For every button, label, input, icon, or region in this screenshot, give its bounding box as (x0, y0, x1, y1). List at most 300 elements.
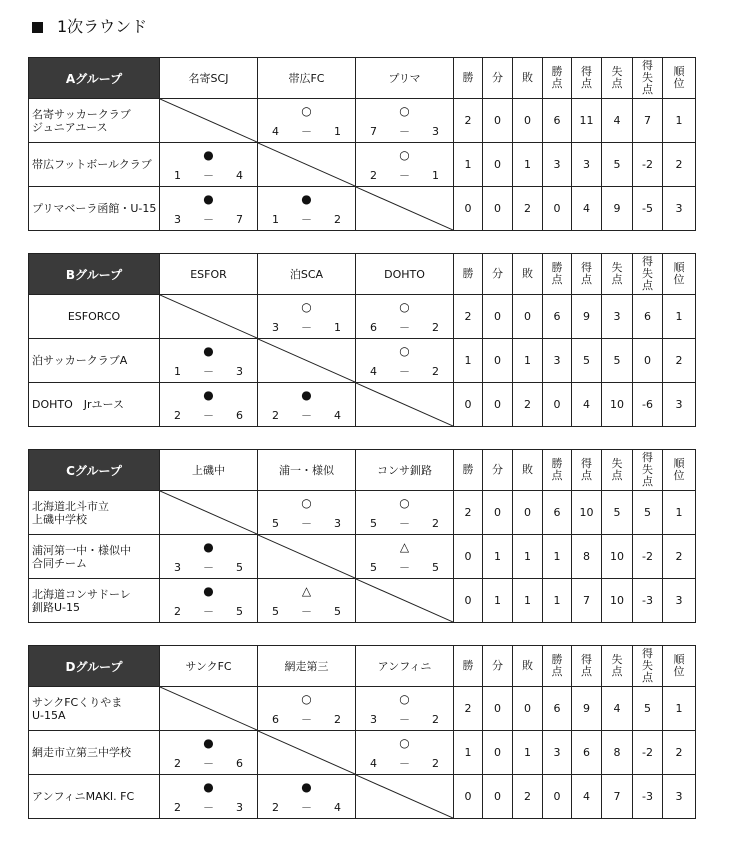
score-for: 7 (370, 125, 377, 138)
stat-rank: 2 (663, 535, 696, 579)
stat-ga: 5 (602, 491, 633, 535)
score-dash: － (203, 801, 214, 814)
stat-header-rank: 順 位 (663, 450, 696, 491)
self-match-cell (160, 295, 258, 339)
score-for: 3 (174, 561, 181, 574)
win-circle-icon: ○ (399, 104, 410, 118)
score-for: 2 (272, 409, 279, 422)
win-circle-icon: ○ (399, 300, 410, 314)
score-against: 6 (236, 757, 243, 770)
score-dash: － (399, 517, 410, 530)
score-against: 2 (432, 713, 439, 726)
stat-rank: 1 (663, 295, 696, 339)
stat-header-rank: 順 位 (663, 58, 696, 99)
opponent-header: 泊SCA (258, 254, 356, 295)
score-against: 2 (432, 365, 439, 378)
opponent-header: 網走第三 (258, 646, 356, 687)
stat-gd: -6 (633, 383, 663, 427)
stat-rank: 1 (663, 99, 696, 143)
score-dash: － (203, 213, 214, 226)
win-circle-icon: ○ (399, 736, 410, 750)
score-against: 4 (236, 169, 243, 182)
score-against: 2 (432, 757, 439, 770)
group-name: Aグループ (29, 58, 160, 99)
match-result (160, 731, 258, 775)
team-row (29, 339, 696, 383)
score-for: 3 (272, 321, 279, 334)
group-name: Dグループ (29, 646, 160, 687)
score-for: 6 (370, 321, 377, 334)
stat-header-gd: 得 失 点 (633, 58, 663, 99)
draw-triangle-icon: △ (301, 584, 312, 598)
team-name: 浦河第一中・様似中 合同チーム (29, 535, 160, 579)
stat-header-draw: 分 (483, 646, 513, 687)
stat-header-points: 勝 点 (543, 58, 572, 99)
stat-draw: 0 (483, 731, 513, 775)
self-match-cell (258, 143, 356, 187)
score-dash: － (399, 169, 410, 182)
score-against: 3 (236, 365, 243, 378)
loss-dot-icon: ● (203, 780, 214, 794)
group-name: Cグループ (29, 450, 160, 491)
match-result (258, 99, 356, 143)
stat-ga: 4 (602, 99, 633, 143)
group-table-3 (28, 449, 696, 623)
stat-draw: 1 (483, 579, 513, 623)
stat-win: 2 (454, 99, 483, 143)
stat-points: 0 (543, 775, 572, 819)
score-for: 5 (272, 605, 279, 618)
stat-draw: 0 (483, 295, 513, 339)
match-result (356, 535, 454, 579)
opponent-header: サンクFC (160, 646, 258, 687)
match-result (160, 187, 258, 231)
stat-win: 0 (454, 383, 483, 427)
self-match-cell (356, 187, 454, 231)
stat-ga: 4 (602, 687, 633, 731)
team-row (29, 775, 696, 819)
score-against: 5 (334, 605, 341, 618)
score-dash: － (203, 169, 214, 182)
score-for: 3 (370, 713, 377, 726)
team-row (29, 731, 696, 775)
stat-rank: 2 (663, 731, 696, 775)
match-result (258, 491, 356, 535)
match-result (258, 383, 356, 427)
stat-header-ga: 失 点 (602, 450, 633, 491)
opponent-header: コンサ釧路 (356, 450, 454, 491)
team-name: 北海道コンサドーレ 釧路U-15 (29, 579, 160, 623)
score-dash: － (399, 365, 410, 378)
score-for: 1 (174, 169, 181, 182)
stat-header-draw: 分 (483, 58, 513, 99)
win-circle-icon: ○ (301, 300, 312, 314)
match-result (258, 187, 356, 231)
stat-win: 2 (454, 295, 483, 339)
header-row (29, 254, 696, 295)
stat-header-rank: 順 位 (663, 646, 696, 687)
score-for: 5 (370, 517, 377, 530)
stat-points: 6 (543, 491, 572, 535)
team-name: 網走市立第三中学校 (29, 731, 160, 775)
diagonal-line (258, 535, 355, 578)
score-dash: － (203, 605, 214, 618)
stat-header-win: 勝 (454, 58, 483, 99)
score-for: 5 (272, 517, 279, 530)
stat-gd: 5 (633, 491, 663, 535)
stat-header-gd: 得 失 点 (633, 646, 663, 687)
score-for: 2 (174, 409, 181, 422)
stat-gf: 3 (572, 143, 602, 187)
win-circle-icon: ○ (301, 496, 312, 510)
win-circle-icon: ○ (399, 344, 410, 358)
loss-dot-icon: ● (203, 584, 214, 598)
match-result (160, 339, 258, 383)
stat-win: 1 (454, 731, 483, 775)
loss-dot-icon: ● (203, 344, 214, 358)
stat-loss: 1 (513, 731, 543, 775)
team-row (29, 579, 696, 623)
stat-points: 6 (543, 99, 572, 143)
stat-win: 0 (454, 187, 483, 231)
win-circle-icon: ○ (399, 692, 410, 706)
loss-dot-icon: ● (203, 192, 214, 206)
score-for: 2 (174, 605, 181, 618)
opponent-header: DOHTO (356, 254, 454, 295)
stat-header-loss: 敗 (513, 58, 543, 99)
stat-win: 1 (454, 143, 483, 187)
score-dash: － (399, 757, 410, 770)
opponent-header: 帯広FC (258, 58, 356, 99)
self-match-cell (356, 579, 454, 623)
team-row (29, 491, 696, 535)
stat-rank: 1 (663, 491, 696, 535)
score-for: 6 (272, 713, 279, 726)
stat-draw: 0 (483, 99, 513, 143)
stat-gd: -3 (633, 579, 663, 623)
diagonal-line (160, 99, 257, 142)
opponent-header: 浦一・様似 (258, 450, 356, 491)
stat-draw: 0 (483, 143, 513, 187)
score-for: 4 (370, 757, 377, 770)
stat-loss: 0 (513, 99, 543, 143)
stat-ga: 8 (602, 731, 633, 775)
score-dash: － (301, 605, 312, 618)
team-name: アンフィニMAKI. FC (29, 775, 160, 819)
stat-rank: 2 (663, 339, 696, 383)
score-against: 2 (432, 517, 439, 530)
score-dash: － (203, 561, 214, 574)
team-name: ESFORCO (29, 295, 160, 339)
loss-dot-icon: ● (301, 192, 312, 206)
diagonal-line (258, 143, 355, 186)
stat-header-win: 勝 (454, 646, 483, 687)
stat-win: 0 (454, 579, 483, 623)
team-name: 泊サッカークラブA (29, 339, 160, 383)
stat-ga: 5 (602, 339, 633, 383)
square-bullet-icon (32, 22, 43, 33)
stat-header-draw: 分 (483, 450, 513, 491)
header-row (29, 450, 696, 491)
stat-ga: 10 (602, 535, 633, 579)
score-dash: － (203, 409, 214, 422)
self-match-cell (160, 99, 258, 143)
score-dash: － (399, 125, 410, 138)
match-result (160, 535, 258, 579)
win-circle-icon: ○ (301, 104, 312, 118)
stat-points: 6 (543, 687, 572, 731)
match-result (356, 143, 454, 187)
self-match-cell (356, 383, 454, 427)
team-name: 名寄サッカークラブ ジュニアユース (29, 99, 160, 143)
stat-draw: 0 (483, 775, 513, 819)
stat-gd: -3 (633, 775, 663, 819)
stat-ga: 10 (602, 579, 633, 623)
team-row (29, 143, 696, 187)
score-against: 6 (236, 409, 243, 422)
stat-loss: 1 (513, 143, 543, 187)
stat-header-loss: 敗 (513, 254, 543, 295)
stat-header-gd: 得 失 点 (633, 450, 663, 491)
stat-win: 0 (454, 535, 483, 579)
stat-gd: 6 (633, 295, 663, 339)
header-row (29, 58, 696, 99)
stat-loss: 2 (513, 187, 543, 231)
score-against: 1 (334, 125, 341, 138)
group-name: Bグループ (29, 254, 160, 295)
stat-header-win: 勝 (454, 450, 483, 491)
score-against: 3 (432, 125, 439, 138)
stat-gf: 4 (572, 187, 602, 231)
score-for: 1 (272, 213, 279, 226)
team-row (29, 535, 696, 579)
match-result (356, 295, 454, 339)
match-result (258, 775, 356, 819)
team-name: DOHTO Jrユース (29, 383, 160, 427)
stat-loss: 0 (513, 295, 543, 339)
stat-header-ga: 失 点 (602, 58, 633, 99)
group-table-1 (28, 57, 696, 231)
win-circle-icon: ○ (399, 148, 410, 162)
stat-gf: 7 (572, 579, 602, 623)
stat-loss: 0 (513, 687, 543, 731)
stat-draw: 0 (483, 687, 513, 731)
stat-gd: -5 (633, 187, 663, 231)
group-table-2 (28, 253, 696, 427)
score-dash: － (301, 409, 312, 422)
stat-rank: 3 (663, 775, 696, 819)
stat-header-draw: 分 (483, 254, 513, 295)
stat-header-gf: 得 点 (572, 58, 602, 99)
loss-dot-icon: ● (301, 388, 312, 402)
match-result (258, 687, 356, 731)
score-for: 2 (174, 801, 181, 814)
team-name: プリマベーラ函館・U-15 (29, 187, 160, 231)
stat-gf: 9 (572, 687, 602, 731)
stat-header-points: 勝 点 (543, 450, 572, 491)
stat-header-points: 勝 点 (543, 646, 572, 687)
stat-rank: 2 (663, 143, 696, 187)
page-title-text: 1次ラウンド (57, 17, 148, 36)
score-against: 5 (432, 561, 439, 574)
score-against: 7 (236, 213, 243, 226)
match-result (356, 339, 454, 383)
match-result (160, 383, 258, 427)
stat-gf: 4 (572, 383, 602, 427)
loss-dot-icon: ● (203, 736, 214, 750)
score-for: 4 (370, 365, 377, 378)
score-for: 2 (272, 801, 279, 814)
score-against: 5 (236, 605, 243, 618)
score-dash: － (301, 713, 312, 726)
stat-win: 0 (454, 775, 483, 819)
score-against: 2 (334, 713, 341, 726)
stat-points: 1 (543, 535, 572, 579)
score-dash: － (301, 125, 312, 138)
diagonal-line (258, 339, 355, 382)
stat-gf: 10 (572, 491, 602, 535)
stat-draw: 0 (483, 339, 513, 383)
diagonal-line (160, 295, 257, 338)
opponent-header: ESFOR (160, 254, 258, 295)
match-result (160, 579, 258, 623)
opponent-header: アンフィニ (356, 646, 454, 687)
score-against: 2 (432, 321, 439, 334)
team-row (29, 383, 696, 427)
header-row (29, 646, 696, 687)
stat-gd: 5 (633, 687, 663, 731)
team-row (29, 99, 696, 143)
team-row (29, 187, 696, 231)
stat-header-ga: 失 点 (602, 254, 633, 295)
win-circle-icon: ○ (301, 692, 312, 706)
loss-dot-icon: ● (203, 388, 214, 402)
diagonal-line (160, 491, 257, 534)
stat-rank: 3 (663, 383, 696, 427)
score-dash: － (301, 517, 312, 530)
score-for: 5 (370, 561, 377, 574)
stat-loss: 2 (513, 383, 543, 427)
stat-gf: 6 (572, 731, 602, 775)
diagonal-line (356, 579, 453, 622)
stat-win: 2 (454, 491, 483, 535)
match-result (356, 491, 454, 535)
self-match-cell (160, 491, 258, 535)
stat-gd: -2 (633, 143, 663, 187)
team-name: 北海道北斗市立 上磯中学校 (29, 491, 160, 535)
stat-points: 3 (543, 339, 572, 383)
stat-gd: -2 (633, 535, 663, 579)
diagonal-line (356, 775, 453, 818)
stat-draw: 0 (483, 491, 513, 535)
stat-gd: 7 (633, 99, 663, 143)
stat-ga: 7 (602, 775, 633, 819)
self-match-cell (356, 775, 454, 819)
stat-ga: 5 (602, 143, 633, 187)
score-against: 2 (334, 213, 341, 226)
draw-triangle-icon: △ (399, 540, 410, 554)
diagonal-line (160, 687, 257, 730)
stat-header-gf: 得 点 (572, 646, 602, 687)
stat-header-ga: 失 点 (602, 646, 633, 687)
score-dash: － (399, 713, 410, 726)
loss-dot-icon: ● (203, 148, 214, 162)
score-for: 4 (272, 125, 279, 138)
self-match-cell (160, 687, 258, 731)
score-for: 2 (370, 169, 377, 182)
diagonal-line (356, 187, 453, 230)
stat-header-win: 勝 (454, 254, 483, 295)
score-against: 4 (334, 801, 341, 814)
score-dash: － (301, 213, 312, 226)
stat-header-loss: 敗 (513, 450, 543, 491)
stat-rank: 3 (663, 187, 696, 231)
score-for: 3 (174, 213, 181, 226)
opponent-header: プリマ (356, 58, 454, 99)
loss-dot-icon: ● (203, 540, 214, 554)
stat-draw: 0 (483, 187, 513, 231)
stat-loss: 1 (513, 579, 543, 623)
match-result (356, 731, 454, 775)
stat-win: 1 (454, 339, 483, 383)
diagonal-line (258, 731, 355, 774)
match-result (160, 143, 258, 187)
stat-gd: 0 (633, 339, 663, 383)
team-row (29, 295, 696, 339)
stat-header-rank: 順 位 (663, 254, 696, 295)
stat-loss: 1 (513, 535, 543, 579)
score-dash: － (301, 801, 312, 814)
match-result (258, 295, 356, 339)
group-table-4 (28, 645, 696, 819)
team-name: サンクFCくりやま U-15A (29, 687, 160, 731)
stat-header-gd: 得 失 点 (633, 254, 663, 295)
stat-points: 0 (543, 383, 572, 427)
stat-loss: 2 (513, 775, 543, 819)
diagonal-line (356, 383, 453, 426)
win-circle-icon: ○ (399, 496, 410, 510)
stat-ga: 3 (602, 295, 633, 339)
stat-gf: 4 (572, 775, 602, 819)
score-against: 1 (334, 321, 341, 334)
stat-points: 3 (543, 731, 572, 775)
stat-points: 3 (543, 143, 572, 187)
stat-points: 0 (543, 187, 572, 231)
stat-gf: 8 (572, 535, 602, 579)
stat-gf: 5 (572, 339, 602, 383)
stat-gf: 11 (572, 99, 602, 143)
stat-win: 2 (454, 687, 483, 731)
stat-points: 1 (543, 579, 572, 623)
stat-rank: 3 (663, 579, 696, 623)
stat-header-points: 勝 点 (543, 254, 572, 295)
match-result (258, 579, 356, 623)
score-dash: － (203, 365, 214, 378)
loss-dot-icon: ● (301, 780, 312, 794)
stat-draw: 0 (483, 383, 513, 427)
score-dash: － (203, 757, 214, 770)
self-match-cell (258, 731, 356, 775)
score-for: 1 (174, 365, 181, 378)
match-result (356, 687, 454, 731)
team-row (29, 687, 696, 731)
stat-draw: 1 (483, 535, 513, 579)
score-against: 5 (236, 561, 243, 574)
stat-gf: 9 (572, 295, 602, 339)
score-dash: － (399, 321, 410, 334)
stat-header-loss: 敗 (513, 646, 543, 687)
stat-points: 6 (543, 295, 572, 339)
